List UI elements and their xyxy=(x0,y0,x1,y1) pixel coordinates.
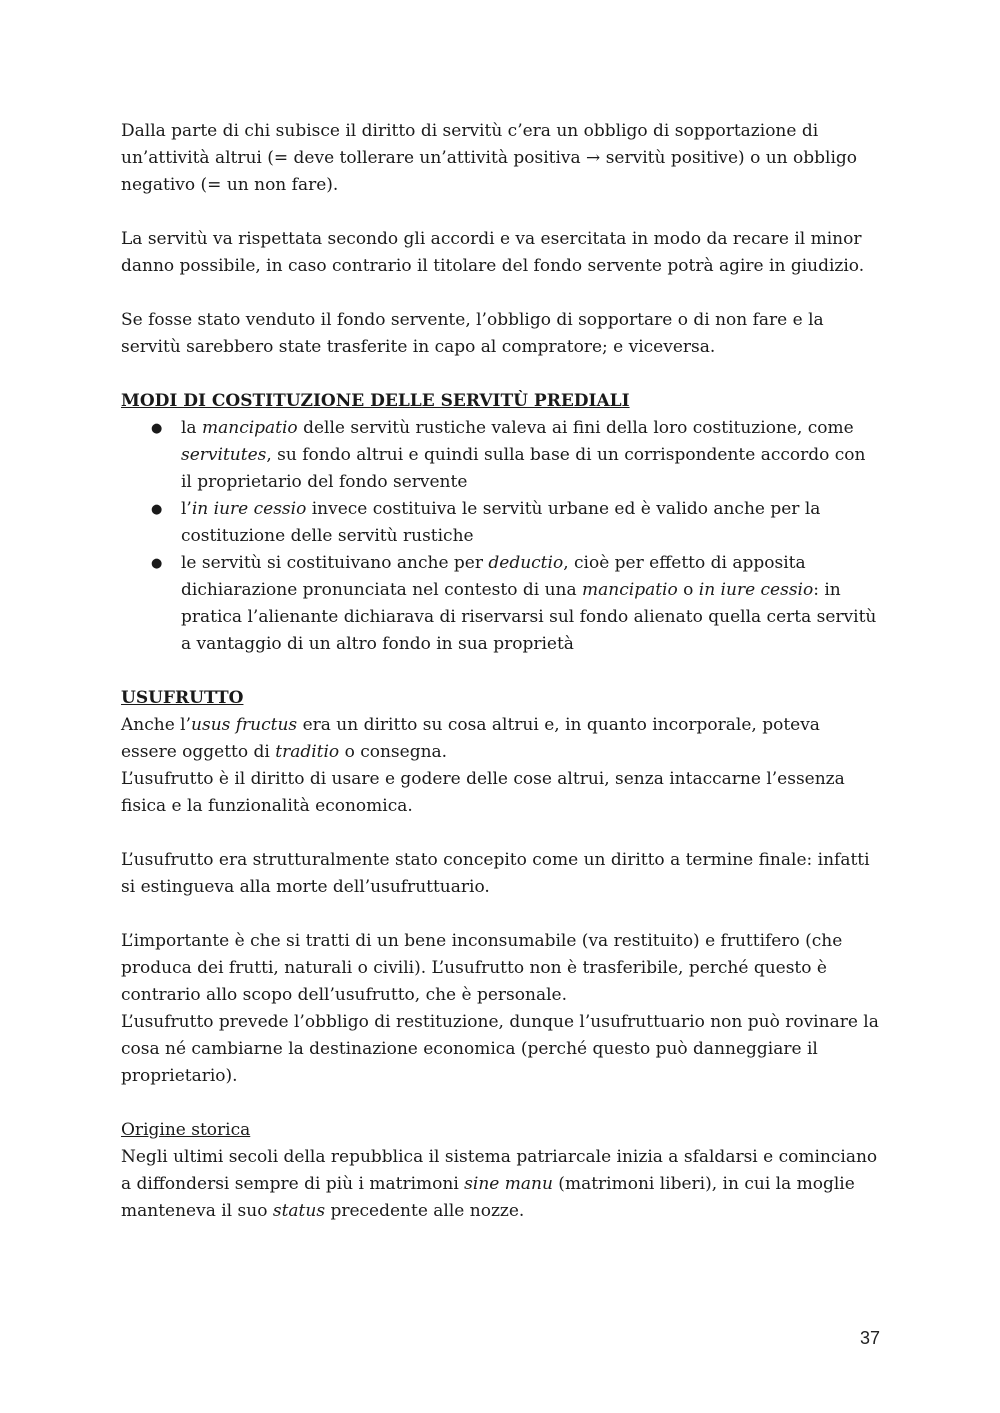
text-run: Negli ultimi secoli della repubblica il sistema patriarcale inizia a sfaldarsi e cominciano a diffondersi sempre di più i matrimoni xyxy=(121,1147,878,1194)
paragraph-usufrutto-definizione: L’usufrutto è il diritto di usare e godere delle cose altrui, senza intaccarne l’essenza fisica e la funzionalità economica. xyxy=(121,769,845,816)
text-run: era un diritto su cosa altrui e, in quanto incorporale, poteva essere oggetto di xyxy=(121,715,820,762)
spacer xyxy=(121,361,881,388)
text-run: (matrimoni liberi), in cui la moglie manteneva il suo xyxy=(121,1174,855,1221)
paragraph-bene-inconsumabile: L’importante è che si tratti di un bene inconsumabile (va restituito) e fruttifero (che produca dei frutti, naturali o civili). L’usufrutto non è trasferibile, perché questo è contrario allo scopo dell’usufrutto, che è personale. xyxy=(121,931,843,1005)
text-run: o xyxy=(677,580,699,600)
paragraph-servitu-obbligo: Dalla parte di chi subisce il diritto di servitù c’era un obbligo di sopportazione di un’attività altrui (= deve tollerare un’attività positiva → servitù positive) o un obbligo negativo (= un non fare). xyxy=(121,121,858,195)
list-item xyxy=(121,550,881,658)
spacer xyxy=(121,1090,881,1117)
page-number: 37 xyxy=(859,1328,880,1348)
text-run: l’ xyxy=(181,499,192,519)
text-run: le servitù si costituivano anche per xyxy=(181,553,489,573)
spacer xyxy=(121,280,881,307)
heading-usufrutto: USUFRUTTO xyxy=(121,688,244,708)
page-content xyxy=(121,118,881,1225)
spacer xyxy=(121,820,881,847)
bullet-icon: ● xyxy=(151,502,163,517)
bullet-icon: ● xyxy=(151,556,163,571)
spacer xyxy=(121,199,881,226)
paragraph-usufrutto-termine: L’usufrutto era strutturalmente stato concepito come un diritto a termine finale: infatti si estingueva alla morte dell’usufruttuario. xyxy=(121,850,870,897)
list-item xyxy=(121,415,881,496)
paragraph-servitu-rispetto: La servitù va rispettata secondo gli accordi e va esercitata in modo da recare il minor danno possibile, in caso contrario il titolare del fondo servente potrà agire in giudizio. xyxy=(121,229,865,276)
text-run: , cioè per effetto di apposita dichiarazione pronunciata nel contesto di una xyxy=(181,553,806,600)
italic-term: status xyxy=(272,1201,326,1221)
list-item xyxy=(121,496,881,550)
italic-term: in iure cessio xyxy=(698,580,814,600)
italic-term: mancipatio xyxy=(582,580,678,600)
text-run: Anche l’ xyxy=(121,715,192,735)
text-run: , su fondo altrui e quindi sulla base di un corrispondente accordo con il proprietario del fondo servente xyxy=(181,445,866,492)
text-run: invece costituiva le servitù urbane ed è valido anche per la costituzione delle servitù rustiche xyxy=(181,499,821,546)
italic-term: mancipatio xyxy=(201,418,298,438)
bullet-icon: ● xyxy=(151,421,163,436)
heading-origine-storica: Origine storica xyxy=(121,1120,251,1140)
paragraph-fondo-venduto: Se fosse stato venduto il fondo servente, l’obbligo di sopportare o di non fare e la servitù sarebbero state trasferite in capo al compratore; e viceversa. xyxy=(121,310,824,357)
italic-term: sine manu xyxy=(464,1174,553,1194)
text-run: : in pratica l’alienante dichiarava di riservarsi sul fondo alienato quella certa servitù a vantaggio di un altro fondo in sua proprietà xyxy=(181,580,877,654)
text-run: precedente alle nozze. xyxy=(325,1201,525,1221)
heading-modi-costituzione: MODI DI COSTITUZIONE DELLE SERVITÙ PREDIALI xyxy=(121,391,630,411)
text-run: la xyxy=(181,418,202,438)
paragraph-origine-storica xyxy=(121,1144,881,1225)
italic-term: deductio xyxy=(488,553,564,573)
paragraph-obbligo-restituzione: L’usufrutto prevede l’obbligo di restituzione, dunque l’usufruttuario non può rovinare la cosa né cambiarne la destinazione economica (perché questo può danneggiare il proprietario). xyxy=(121,1012,879,1086)
modi-bullet-list xyxy=(121,415,881,658)
italic-term: in iure cessio xyxy=(191,499,307,519)
spacer xyxy=(121,901,881,928)
italic-term: traditio xyxy=(275,742,340,762)
italic-term: usus fructus xyxy=(191,715,298,735)
spacer xyxy=(121,658,881,685)
text-run: o consegna. xyxy=(339,742,448,762)
text-run: delle servitù rustiche valeva ai fini della loro costituzione, come xyxy=(297,418,854,438)
paragraph-usus-fructus xyxy=(121,712,881,766)
italic-term: servitutes xyxy=(181,445,267,465)
